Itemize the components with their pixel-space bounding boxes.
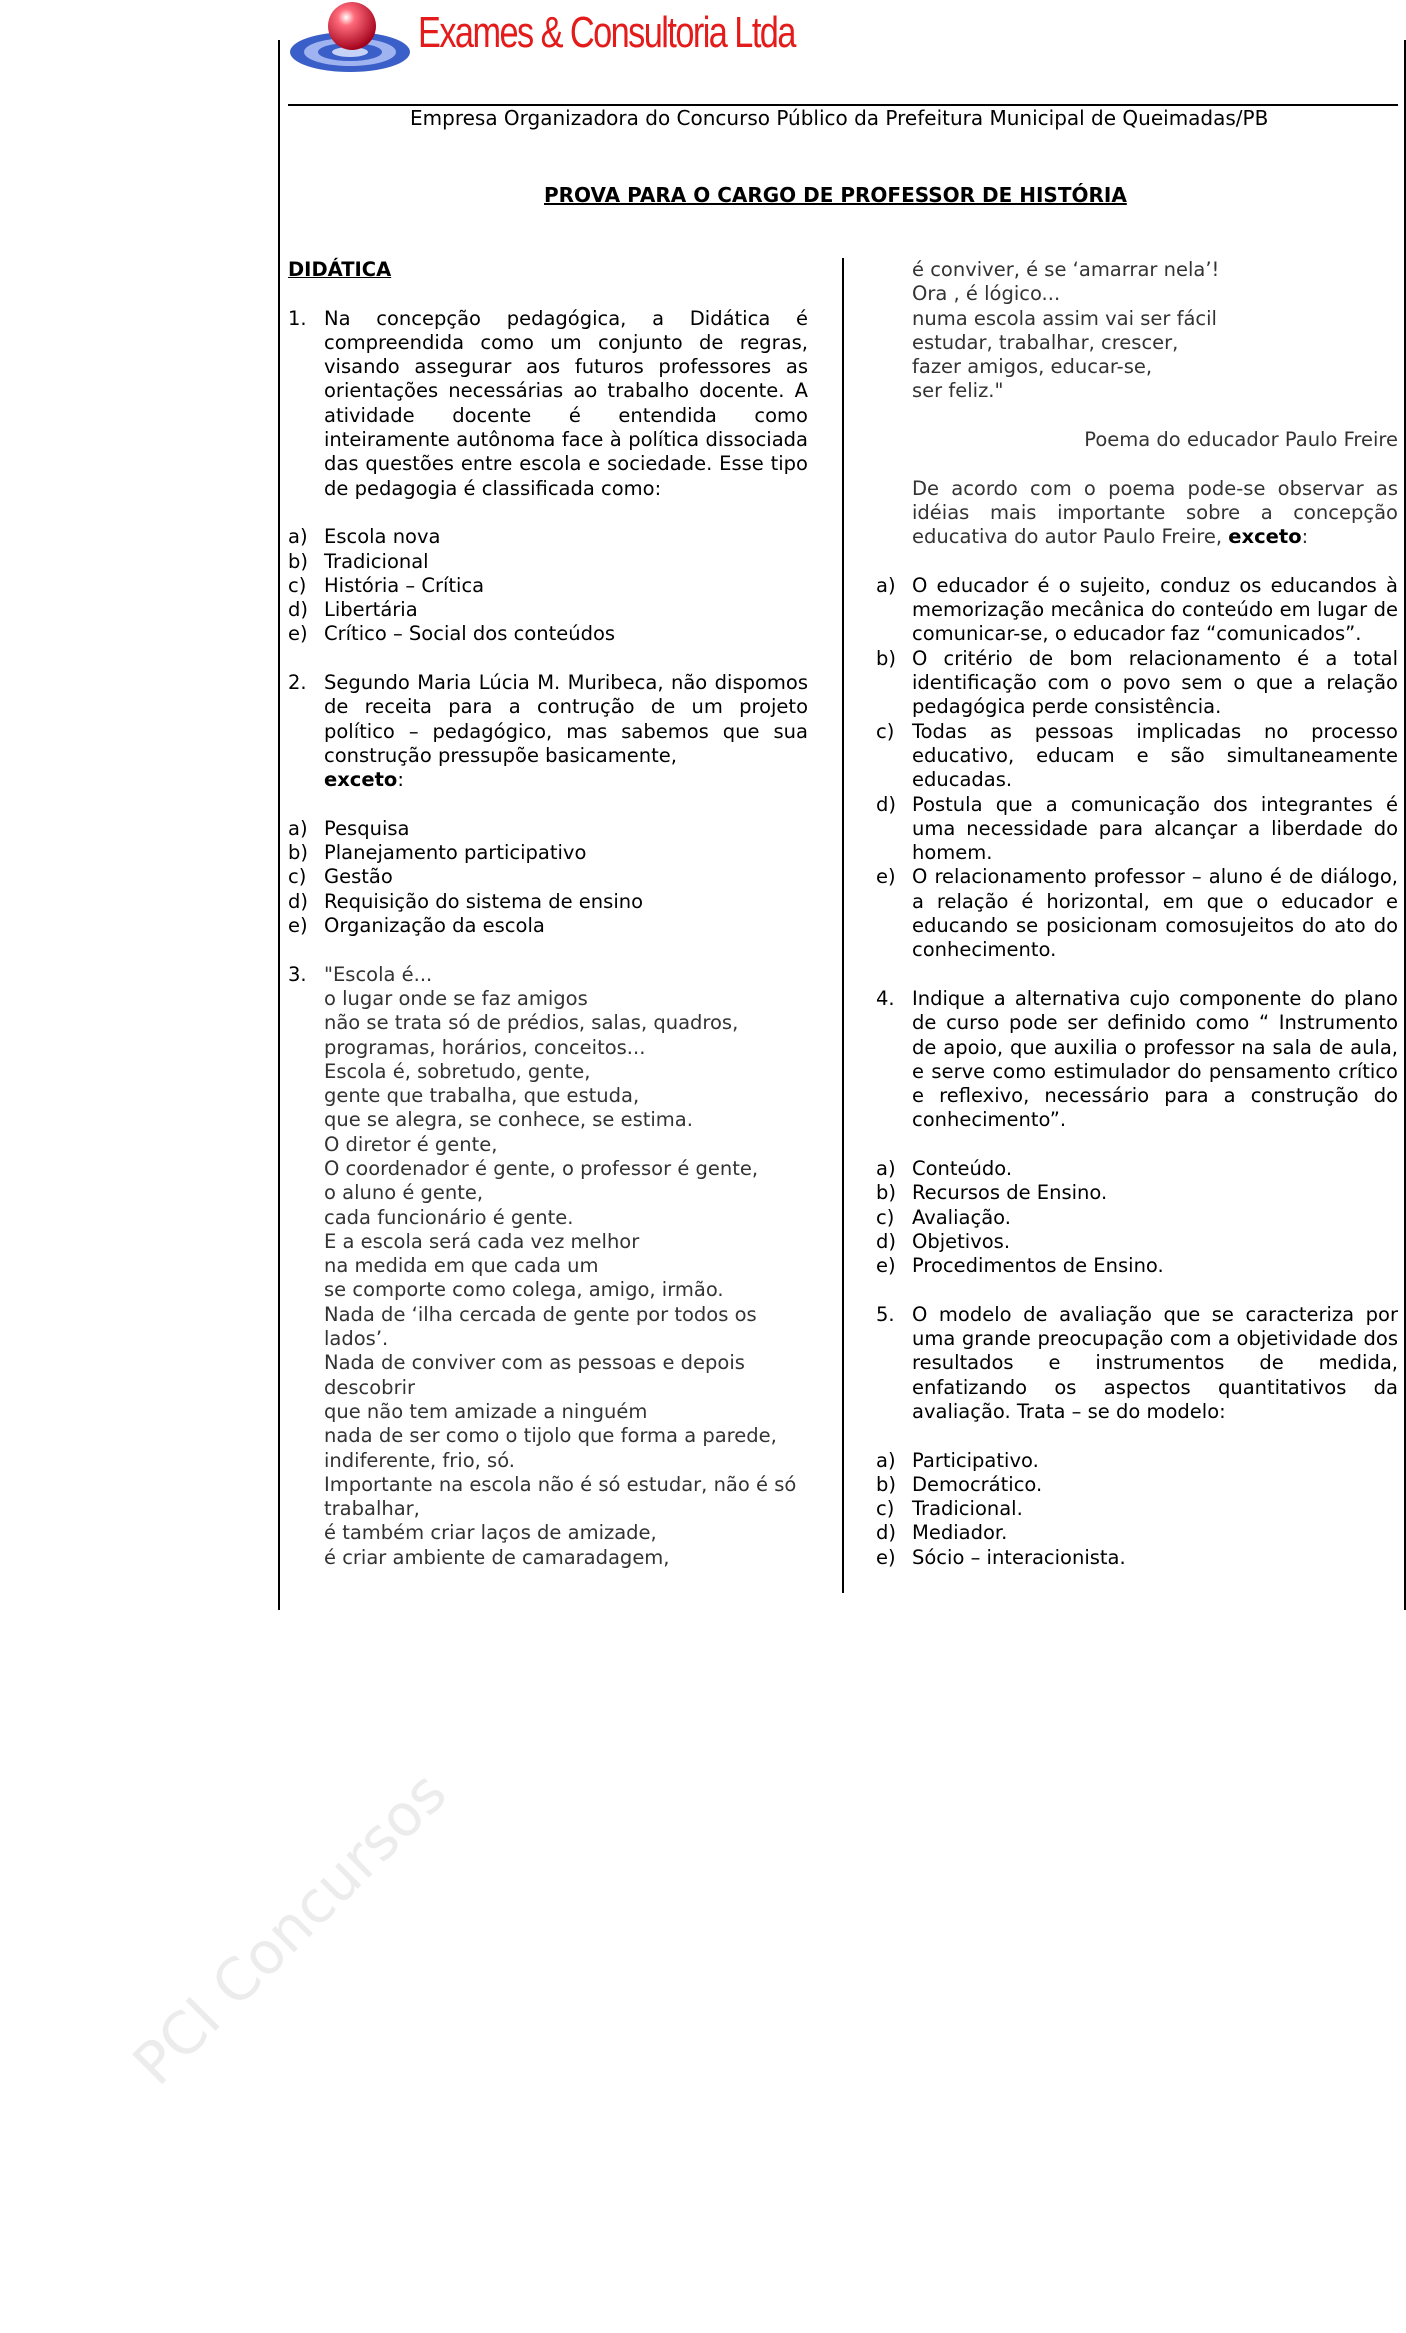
question-body: Segundo Maria Lúcia M. Muribeca, não dispomos de receita para a contrução de um projeto político – pedagógico, mas sabemos que sua construção pressupõe basicamente, — [324, 671, 808, 767]
poem-line: E a escola será cada vez melhor — [324, 1229, 640, 1253]
poem-line: é conviver, é se ‘amarrar nela’! — [912, 258, 1220, 281]
poem-line: se comporte como colega, amigo, irmão. — [324, 1278, 724, 1302]
question-number: 3. — [288, 962, 307, 986]
emphasis: exceto — [1228, 525, 1302, 549]
poem-line: estudar, trabalhar, crescer, — [912, 330, 1179, 354]
column-divider — [842, 258, 844, 1593]
poem-line: nada de ser como o tijolo que forma a parede, indiferente, frio, só. — [324, 1424, 777, 1472]
option-text: Objetivos. — [912, 1229, 1011, 1253]
option[interactable] — [876, 1181, 1398, 1205]
option-letter: c) — [288, 573, 307, 597]
option-letter: d) — [876, 792, 896, 816]
question-2 — [288, 671, 808, 792]
punct: : — [1301, 525, 1309, 549]
option-letter: e) — [876, 1545, 896, 1569]
option-text: Avaliação. — [912, 1205, 1011, 1229]
option-text: Procedimentos de Ensino. — [912, 1254, 1164, 1278]
option-letter: d) — [876, 1521, 896, 1545]
option-text: Sócio – interacionista. — [912, 1545, 1126, 1569]
option-text: Postula que a comunicação dos integrantes é uma necessidade para alcançar a liberdade do homem. — [912, 792, 1398, 865]
option-letter: d) — [876, 1229, 896, 1253]
option-text: Libertária — [324, 598, 418, 622]
watermark: PCI Concursos — [120, 1758, 460, 2099]
poem-line: Nada de conviver com as pessoas e depois descobrir — [324, 1351, 745, 1399]
option[interactable] — [288, 914, 808, 938]
poem-line: o lugar onde se faz amigos — [324, 986, 588, 1010]
poem-line: que não tem amizade a ninguém — [324, 1399, 648, 1423]
option[interactable] — [288, 550, 808, 574]
option[interactable] — [288, 574, 808, 598]
poem-line: que se alegra, se conhece, se estima. — [324, 1108, 693, 1132]
option-text: Escola nova — [324, 525, 441, 549]
option-text: Gestão — [324, 865, 393, 889]
option[interactable] — [288, 598, 808, 622]
option[interactable] — [876, 1230, 1398, 1254]
option[interactable] — [876, 1157, 1398, 1181]
option-text: Recursos de Ensino. — [912, 1181, 1108, 1205]
left-border-line — [278, 40, 280, 1610]
question-number: 2. — [288, 671, 307, 695]
option[interactable] — [876, 1254, 1398, 1278]
option[interactable] — [288, 890, 808, 914]
option-letter: b) — [288, 841, 308, 865]
option[interactable] — [288, 865, 808, 889]
option-text: Planejamento participativo — [324, 841, 587, 865]
option-text: O critério de bom relacionamento é a total identificação com o povo sem o que a relação pedagógica perde consistência. — [912, 646, 1398, 719]
poem-line: Escola é, sobretudo, gente, — [324, 1059, 591, 1083]
option-letter: c) — [288, 865, 307, 889]
option[interactable] — [876, 793, 1398, 866]
organizer-line: Empresa Organizadora do Concurso Público da Prefeitura Municipal de Queimadas/PB — [410, 106, 1269, 130]
option[interactable] — [876, 1473, 1398, 1497]
option[interactable] — [876, 574, 1398, 647]
option[interactable] — [876, 647, 1398, 720]
emphasis: exceto — [324, 768, 398, 792]
option[interactable] — [876, 865, 1398, 962]
question-3 — [288, 963, 808, 1570]
option-letter: a) — [876, 573, 896, 597]
option[interactable] — [876, 1206, 1398, 1230]
option-letter: c) — [876, 1497, 895, 1521]
option-text: Participativo. — [912, 1448, 1039, 1472]
option-letter: a) — [876, 1448, 896, 1472]
option-letter: a) — [876, 1156, 896, 1180]
question-3-prompt — [876, 477, 1398, 550]
question-5 — [876, 1303, 1398, 1424]
option-letter: e) — [288, 914, 308, 938]
poem-line: programas, horários, conceitos... — [324, 1035, 646, 1059]
poem-line: "Escola é... — [324, 962, 433, 986]
company-name: Exames & Consultoria Ltda — [418, 8, 795, 57]
poem-line: o aluno é gente, — [324, 1181, 484, 1205]
question-text: Indique a alternativa cujo componente do plano de curso pode ser definido como “ Instrumento de apoio, que auxilia o professor na sala de aula, e serve como estimulador do pensamento crítico e reflexivo, necessário para a construção do conhecimento”. — [912, 986, 1398, 1132]
option[interactable] — [876, 1497, 1398, 1521]
option-text: Mediador. — [912, 1521, 1008, 1545]
poem-line: Importante na escola não é só estudar, não é só trabalhar, — [324, 1472, 797, 1521]
poem-line: O diretor é gente, — [324, 1132, 498, 1156]
option-letter: e) — [288, 622, 308, 646]
option-text: Tradicional — [324, 549, 429, 573]
option-letter: e) — [876, 1254, 896, 1278]
option[interactable] — [288, 622, 808, 646]
option-text: Organização da escola — [324, 914, 545, 938]
option-text: O educador é o sujeito, conduz os educandos à memorização mecânica do conteúdo em lugar de comunicar-se, o educador faz “comunicados”. — [912, 573, 1398, 646]
option-letter: b) — [876, 1181, 896, 1205]
option-text: Tradicional. — [912, 1497, 1023, 1521]
option[interactable] — [876, 1449, 1398, 1473]
poem-line: cada funcionário é gente. — [324, 1205, 574, 1229]
poem-line: não se trata só de prédios, salas, quadros, — [324, 1011, 739, 1035]
option-text: Conteúdo. — [912, 1156, 1013, 1180]
section-title: DIDÁTICA — [288, 258, 392, 281]
option-letter: b) — [876, 1472, 896, 1496]
poem-line: é criar ambiente de camaradagem, — [324, 1545, 670, 1569]
question-text: O modelo de avaliação que se caracteriza por uma grande preocupação com a objetividade dos resultados e instrumentos de medida, enfatizando os aspectos quantitativos da avaliação. Trata – se do modelo: — [912, 1302, 1398, 1423]
option-letter: a) — [288, 816, 308, 840]
poem-text — [324, 963, 808, 1570]
poem-line: numa escola assim vai ser fácil — [912, 306, 1217, 330]
poem-continuation — [876, 258, 1398, 404]
option[interactable] — [288, 817, 808, 841]
option-text: Requisição do sistema de ensino — [324, 889, 644, 913]
left-column — [288, 258, 808, 1570]
option-letter: e) — [876, 865, 896, 889]
option-text: História – Crítica — [324, 573, 485, 597]
option[interactable] — [876, 1521, 1398, 1545]
option-letter: c) — [876, 1205, 895, 1229]
option[interactable] — [288, 841, 808, 865]
option-letter: d) — [288, 598, 308, 622]
option-text: O relacionamento professor – aluno é de diálogo, a relação é horizontal, em que o educador e educando se posicionam comosujeitos do ato do conhecimento. — [912, 865, 1398, 962]
punct: : — [397, 768, 404, 792]
option-letter: a) — [288, 525, 308, 549]
poem-line: gente que trabalha, que estuda, — [324, 1084, 640, 1108]
prompt-text: De acordo com o poema pode-se observar as idéias mais importante sobre a concepção educativa do autor Paulo Freire, — [912, 476, 1398, 549]
company-logo — [288, 0, 416, 76]
option[interactable] — [288, 525, 808, 549]
poem-line: fazer amigos, educar-se, — [912, 355, 1153, 379]
poem-line: na medida em que cada um — [324, 1254, 599, 1278]
option-letter: b) — [876, 646, 896, 670]
option-text: Democrático. — [912, 1472, 1043, 1496]
option-text: Todas as pessoas implicadas no processo educativo, educam e são simultaneamente educadas. — [912, 719, 1398, 792]
question-number: 4. — [876, 986, 895, 1010]
poem-line: O coordenador é gente, o professor é gente, — [324, 1156, 759, 1180]
option[interactable] — [876, 720, 1398, 793]
option-letter: d) — [288, 889, 308, 913]
option-letter: b) — [288, 549, 308, 573]
question-text: Na concepção pedagógica, a Didática é compreendida como um conjunto de regras, visando assegurar aos futuros professores as orientações necessárias ao trabalho docente. A atividade docente é entendida como inteiramente autônoma face à política dissociada das questões entre escola e sociedade. Esse tipo de pedagogia é classificada como: — [324, 306, 808, 500]
exam-title: PROVA PARA O CARGO DE PROFESSOR DE HISTÓRIA — [544, 183, 1127, 207]
poem-line: ser feliz." — [912, 379, 1004, 403]
option-text: Crítico – Social dos conteúdos — [324, 622, 616, 646]
poem-line: Nada de ‘ilha cercada de gente por todos os lados’. — [324, 1302, 757, 1351]
question-text — [324, 671, 808, 792]
option-text: Pesquisa — [324, 816, 410, 840]
option-letter: c) — [876, 719, 895, 743]
question-number: 5. — [876, 1302, 895, 1326]
question-4 — [876, 987, 1398, 1133]
poem-author: Poema do educador Paulo Freire — [1084, 428, 1398, 452]
poem-line: é também criar laços de amizade, — [324, 1521, 657, 1545]
right-column — [876, 258, 1398, 1570]
question-1 — [288, 307, 808, 501]
poem-line: Ora , é lógico... — [912, 282, 1061, 306]
option[interactable] — [876, 1546, 1398, 1570]
question-number: 1. — [288, 306, 307, 330]
